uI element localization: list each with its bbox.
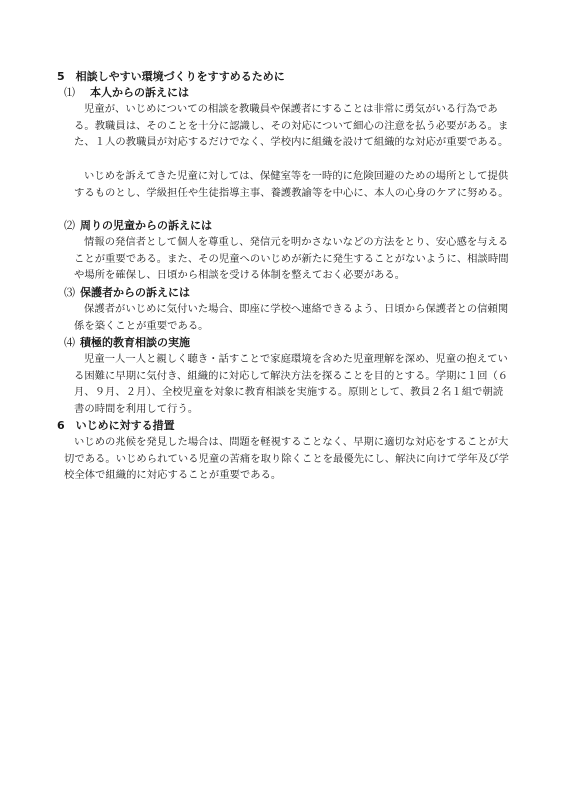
section-6-paragraph: いじめの兆候を発見した場合は、問題を軽視することなく、早期に適切な対応をすることが大切である。いじめられている児童の苦痛を取り除くことを最優先にし、解決に向けて学年及び学校全体で組織的に対応することが重要である。 [64,436,509,482]
subsection-4-title: 積極的教育相談の実施 [80,336,190,349]
subsection-1-number: ⑴ [64,86,75,99]
section-6-heading: 6 いじめに対する措置 [57,419,175,432]
subsection-3-number: ⑶ [64,286,75,299]
subsection-3-title: 保護者からの訴えには [80,286,190,299]
subsection-2-number: ⑵ [64,219,75,232]
subsection-4-number: ⑷ [64,336,75,349]
subsection-2-heading [64,218,212,234]
subsection-1-paragraph-1: 児童が、いじめについての相談を教職員や保護者にすることは非常に勇気がいる行為である。教職員は、そのことを十分に認識し、その対応について細心の注意を払う必要がある。また、１人の教職員が対応するだけでなく、学校内に組織を設けて組織的な対応が重要である。 [74,103,509,149]
subsection-1-heading [64,85,189,101]
subsection-4-paragraph: 児童一人一人と親しく聴き・話すことで家庭環境を含めた児童理解を深め、児童の抱えている困難に早期に気付き、組織的に対応して解決方法を探ることを目的とする。学期に１回（６月、９月、２月）、全校児童を対象に教育相談を実施する。原則として、教員２名１組で朝読書の時間を利用して行う。 [74,353,509,416]
subsection-1-paragraph-2: いじめを訴えてきた児童に対しては、保健室等を一時的に危険回避のための場所として提供するものとし、学級担任や生徒指導主事、養護教諭等を中心に、本人の心身のケアに努める。 [74,170,509,199]
subsection-3-heading [64,285,190,301]
subsection-2-paragraph: 情報の発信者として個人を尊重し、発信元を明かさないなどの方法をとり、安心感を与えることが重要である。また、その児童へのいじめが新たに発生することがないように、相談時間や場所を確保し、日頃から相談を受ける体制を整えておく必要がある。 [74,236,509,282]
subsection-3-paragraph: 保護者がいじめに気付いた場合、即座に学校へ連絡できるよう、日頃から保護者との信頼関係を築くことが重要である。 [74,303,509,332]
subsection-1-title: 本人からの訴えには [90,86,189,99]
subsection-4-heading [64,335,190,351]
subsection-2-title: 周りの児童からの訴えには [80,219,212,232]
section-5-heading: 5 相談しやすい環境づくりをすすめるために [57,70,285,83]
